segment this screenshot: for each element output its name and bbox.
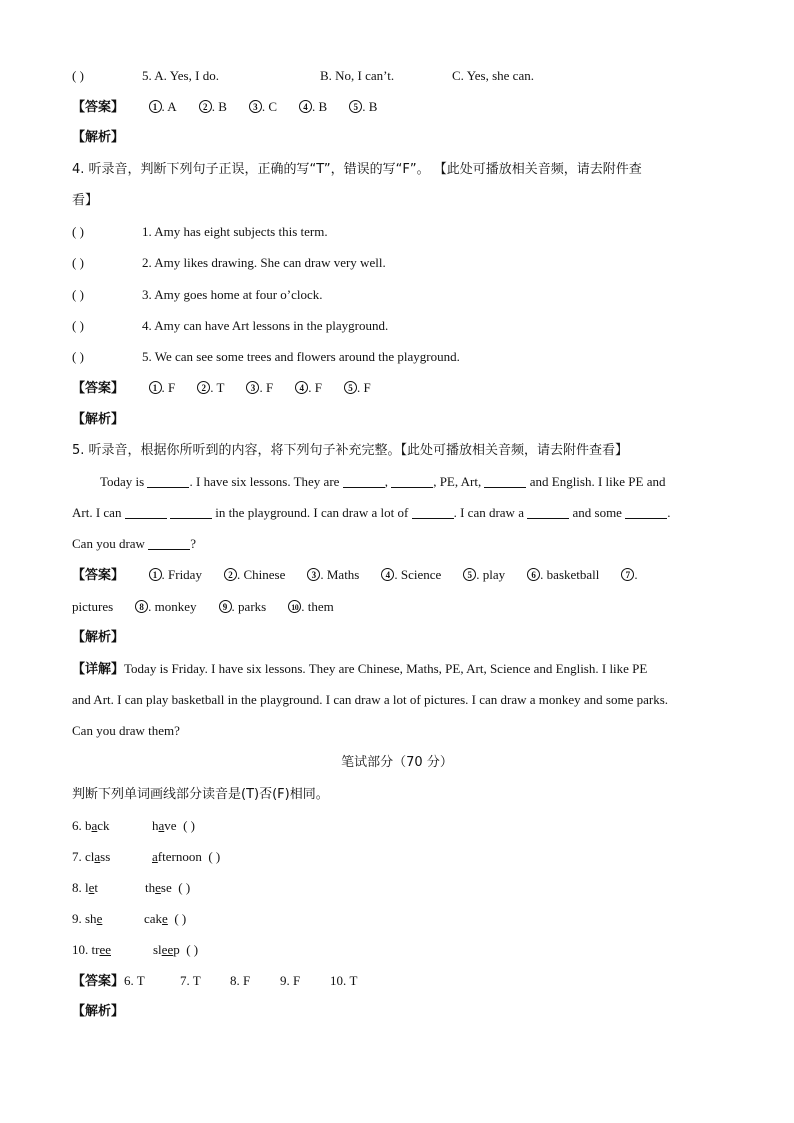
circled-number: 1 [149, 100, 162, 113]
q4-item: ( ) 3. Amy goes home at four o’clock. [72, 287, 323, 302]
q5-detail-line-3: Can you draw them? [72, 723, 180, 738]
phonics-item: 6. back have ( ) [72, 818, 195, 833]
answer-item: 8 . monkey [135, 599, 196, 615]
written-instruction: 判断下列单词画线部分读音是(T)否(F)相同。 [72, 787, 329, 802]
circled-number: 2 [224, 568, 237, 581]
answer-item: 3 . C [249, 99, 277, 115]
answer-item: 2 . B [199, 99, 227, 115]
answer-label: 【答案】 [72, 100, 125, 115]
answer-bracket: ( ) [72, 349, 84, 364]
circled-number: 4 [381, 568, 394, 581]
section-title: 笔试部分（70 分） [341, 755, 453, 770]
detail-label: 【详解】 [72, 662, 125, 677]
answer-item: 5 . play [463, 567, 505, 583]
answer-item: 10 . them [288, 599, 334, 615]
fill-blank [125, 507, 167, 519]
q3-item-5 [72, 68, 534, 84]
circled-number: 5 [463, 568, 476, 581]
answer-bracket: ( ) [72, 224, 84, 239]
answer-bracket: ( ) [72, 255, 84, 270]
answer-label: 【答案】 [72, 568, 125, 583]
answer-bracket: ( ) [72, 68, 84, 83]
answer-item: 5 . F [344, 380, 371, 396]
fill-blank [170, 507, 212, 519]
circled-number: 3 [249, 100, 262, 113]
circled-number: 6 [527, 568, 540, 581]
q4-answer-row [72, 380, 393, 397]
option-a: A. Yes, I do. [154, 68, 219, 83]
circled-number: 10 [288, 600, 301, 613]
answer-item: 4 . B [299, 99, 327, 115]
q5-analysis-label: 【解析】 [72, 630, 125, 645]
answer-item: 1 . F [149, 380, 176, 396]
answer-bracket: ( ) [174, 911, 187, 926]
fill-blank [391, 476, 433, 488]
phonics-item: 10. tree sleep ( ) [72, 942, 199, 957]
fill-blank [412, 507, 454, 519]
q5-detail-line-2: and Art. I can play basketball in the playground. I can draw a lot of pictures. I can draw a monkey and some parks. [72, 692, 669, 707]
circled-number: 3 [246, 381, 259, 394]
option-b: B. No, I can’t. [320, 68, 395, 83]
q5-answer-row [72, 567, 638, 584]
answer-item: 2 . T [197, 380, 224, 396]
circled-number: 1 [149, 381, 162, 394]
answer-item: 1 . Friday [149, 567, 202, 583]
circled-number: 9 [219, 600, 232, 613]
q4-title: 4. 听录音，判断下列句子正误，正确的写“T”，错误的写“F”。 【此处可播放相关音频，请去附件查 [72, 162, 642, 177]
answer-item: 7 . [621, 567, 637, 582]
q5-passage-line-2: Art. I can in the playground. I can draw a lot of . I can draw a and some . [72, 505, 671, 520]
answer-bracket: ( ) [183, 818, 195, 833]
answer-item: 4 . F [295, 380, 322, 396]
answer-bracket: ( ) [186, 942, 199, 957]
circled-number: 3 [307, 568, 320, 581]
q3-analysis-label: 【解析】 [72, 130, 125, 145]
q4-item: ( ) 2. Amy likes drawing. She can draw very well. [72, 255, 386, 270]
answer-item: 1 . A [149, 99, 177, 115]
answer-label: 【答案】 [72, 974, 125, 989]
fill-blank [625, 507, 667, 519]
circled-number: 4 [295, 381, 308, 394]
circled-number: 1 [149, 568, 162, 581]
fill-blank [343, 476, 385, 488]
answer-bracket: ( ) [72, 318, 84, 333]
circled-number: 2 [197, 381, 210, 394]
phonics-item: 7. class afternoon ( ) [72, 849, 221, 864]
answer-item: 4 . Science [381, 567, 441, 583]
circled-number: 5 [344, 381, 357, 394]
q4-title-cont: 看】 [72, 193, 99, 208]
q5-detail-line-1: 【详解】Today is Friday. I have six lessons. They are Chinese, Maths, PE, Art, Science and English. I like PE [72, 661, 648, 677]
q3-answer-row [72, 99, 399, 116]
fill-blank [484, 476, 526, 488]
answer-item: 9 . parks [219, 599, 267, 615]
answer-label: 【答案】 [72, 381, 125, 396]
q4-item: ( ) 5. We can see some trees and flowers around the playground. [72, 349, 460, 364]
circled-number: 2 [199, 100, 212, 113]
q5-title: 5. 听录音，根据你所听到的内容，将下列句子补充完整。【此处可播放相关音频，请去附件查看】 [72, 443, 629, 458]
q4-item: ( ) 1. Amy has eight subjects this term. [72, 224, 328, 239]
q4-analysis-label: 【解析】 [72, 412, 125, 427]
q5-passage-line-3: Can you draw ? [72, 536, 196, 551]
answer-item: pictures [72, 599, 114, 614]
answer-item: 5 . B [349, 99, 377, 115]
item-number: 5. [142, 68, 152, 83]
answer-bracket: ( ) [208, 849, 221, 864]
phonics-item: 9. she cake ( ) [72, 911, 187, 926]
fill-blank [527, 507, 569, 519]
circled-number: 5 [349, 100, 362, 113]
fill-blank [148, 538, 190, 550]
q5-passage-line-1: Today is . I have six lessons. They are , , PE, Art, and English. I like PE and [100, 474, 666, 489]
fill-blank [147, 476, 189, 488]
circled-number: 7 [621, 568, 634, 581]
answer-item: 2 . Chinese [224, 567, 285, 583]
circled-number: 4 [299, 100, 312, 113]
answer-bracket: ( ) [178, 880, 191, 895]
option-c: C. Yes, she can. [452, 68, 534, 83]
phonics-item: 8. let these ( ) [72, 880, 191, 895]
answer-item: 6 . basketball [527, 567, 599, 583]
answer-item: 3 . F [246, 380, 273, 396]
answer-bracket: ( ) [72, 287, 84, 302]
q4-item: ( ) 4. Amy can have Art lessons in the playground. [72, 318, 389, 333]
written-analysis-label: 【解析】 [72, 1004, 125, 1019]
q5-answer-row-2 [72, 599, 356, 615]
answer-item: 3 . Maths [307, 567, 359, 583]
circled-number: 8 [135, 600, 148, 613]
written-answer-row: 【答案】6. T 7. T 8. F 9. F 10. T [72, 973, 358, 989]
